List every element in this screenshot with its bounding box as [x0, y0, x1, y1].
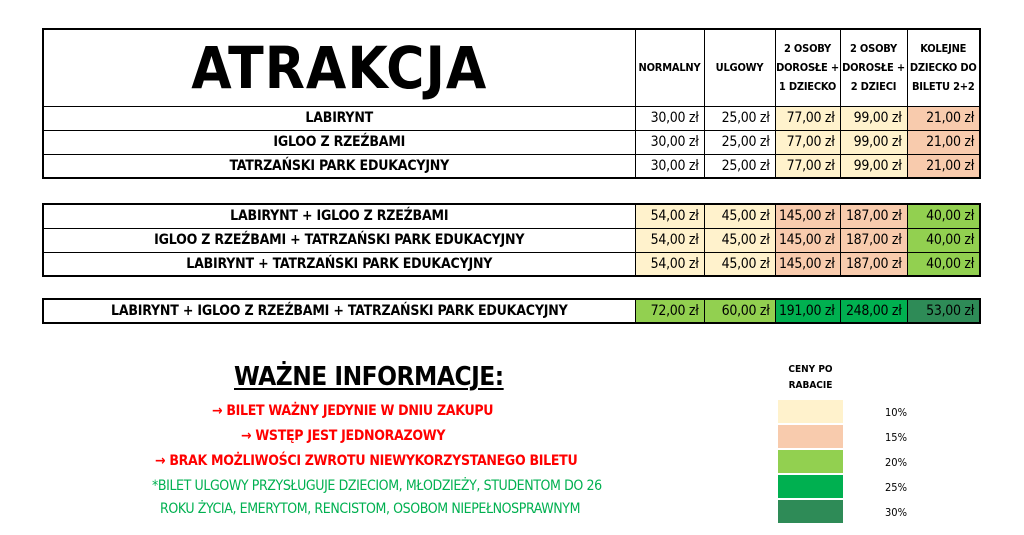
price-cell: 145,00 zł [775, 228, 840, 252]
price-cell: 21,00 zł [907, 106, 980, 130]
attraction-name: LABIRYNT + IGLOO Z RZEŹBAMI + TATRZAŃSKI PARK EDUKACYJNY [43, 299, 635, 323]
legend-swatch [778, 400, 843, 423]
attraction-name: TATRZAŃSKI PARK EDUKACYJNY [43, 154, 635, 178]
legend-swatch [778, 500, 843, 523]
price-cell: 40,00 zł [907, 252, 980, 276]
price-cell: 30,00 zł [635, 154, 704, 178]
legend-label: 10% [885, 406, 907, 419]
info-note-line1: *BILET ULGOWY PRZYSŁUGUJE DZIECIOM, MŁODZIEŻY, STUDENTOM DO 26 [152, 478, 602, 494]
price-cell: 99,00 zł [840, 130, 907, 154]
table-title: ATRAKCJA [43, 29, 635, 106]
price-cell: 187,00 zł [840, 252, 907, 276]
legend-title: CENY PO RABACIE [788, 364, 833, 391]
price-cell: 40,00 zł [907, 228, 980, 252]
price-cell: 30,00 zł [635, 106, 704, 130]
price-cell: 77,00 zł [775, 130, 840, 154]
col-header-kolejne-dziecko: KOLEJNE DZIECKO DO BILETU 2+2 [907, 29, 980, 106]
info-line-valid-day: → BILET WAŻNY JEDYNIE W DNIU ZAKUPU [212, 403, 494, 419]
legend-swatch [778, 425, 843, 448]
price-cell: 21,00 zł [907, 130, 980, 154]
price-cell: 21,00 zł [907, 154, 980, 178]
price-cell: 99,00 zł [840, 154, 907, 178]
legend-label: 15% [885, 431, 907, 444]
price-cell: 77,00 zł [775, 106, 840, 130]
price-cell: 45,00 zł [704, 204, 775, 228]
price-cell: 187,00 zł [840, 228, 907, 252]
attraction-name: LABIRYNT + TATRZAŃSKI PARK EDUKACYJNY [43, 252, 635, 276]
legend-label: 30% [885, 506, 907, 519]
col-header-ulgowy: ULGOWY [704, 29, 775, 106]
price-cell: 77,00 zł [775, 154, 840, 178]
legend-swatch [778, 450, 843, 473]
price-cell: 45,00 zł [704, 228, 775, 252]
price-cell: 191,00 zł [775, 299, 840, 323]
legend-label: 20% [885, 456, 907, 469]
col-header-normalny: NORMALNY [635, 29, 704, 106]
attraction-name: LABIRYNT + IGLOO Z RZEŹBAMI [43, 204, 635, 228]
price-cell: 25,00 zł [704, 106, 775, 130]
price-table-triple [42, 298, 981, 324]
price-cell: 54,00 zł [635, 228, 704, 252]
price-cell: 54,00 zł [635, 204, 704, 228]
header-row [43, 29, 980, 106]
table-row [43, 204, 980, 228]
price-cell: 25,00 zł [704, 130, 775, 154]
attraction-name: IGLOO Z RZEŹBAMI + TATRZAŃSKI PARK EDUKACYJNY [43, 228, 635, 252]
price-cell: 45,00 zł [704, 252, 775, 276]
table-row [43, 252, 980, 276]
price-cell: 99,00 zł [840, 106, 907, 130]
price-table-double [42, 203, 981, 277]
price-cell: 30,00 zł [635, 130, 704, 154]
table-row [43, 130, 980, 154]
price-cell: 145,00 zł [775, 204, 840, 228]
price-cell: 54,00 zł [635, 252, 704, 276]
price-cell: 72,00 zł [635, 299, 704, 323]
price-cell: 60,00 zł [704, 299, 775, 323]
legend-swatch [778, 475, 843, 498]
col-header-2plus2: 2 OSOBY DOROSŁE + 2 DZIECI [840, 29, 907, 106]
price-cell: 187,00 zł [840, 204, 907, 228]
price-cell: 53,00 zł [907, 299, 980, 323]
price-cell: 248,00 zł [840, 299, 907, 323]
info-line-no-refund: → BRAK MOŻLIWOŚCI ZWROTU NIEWYKORZYSTANEGO BILETU [155, 453, 578, 469]
table-row [43, 106, 980, 130]
table-row [43, 299, 980, 323]
price-table-single [42, 28, 981, 179]
price-cell: 40,00 zł [907, 204, 980, 228]
table-row [43, 228, 980, 252]
price-cell: 25,00 zł [704, 154, 775, 178]
info-line-single-entry: → WSTĘP JEST JEDNORAZOWY [241, 428, 446, 444]
attraction-name: LABIRYNT [43, 106, 635, 130]
info-heading: WAŻNE INFORMACJE: [234, 362, 504, 392]
price-cell: 145,00 zł [775, 252, 840, 276]
legend-label: 25% [885, 481, 907, 494]
info-note-line2: ROKU ŻYCIA, EMERYTOM, RENCISTOM, OSOBOM NIEPEŁNOSPRAWNYM [160, 501, 581, 517]
attraction-name: IGLOO Z RZEŹBAMI [43, 130, 635, 154]
col-header-2plus1: 2 OSOBY DOROSŁE + 1 DZIECKO [775, 29, 840, 106]
table-row [43, 154, 980, 178]
